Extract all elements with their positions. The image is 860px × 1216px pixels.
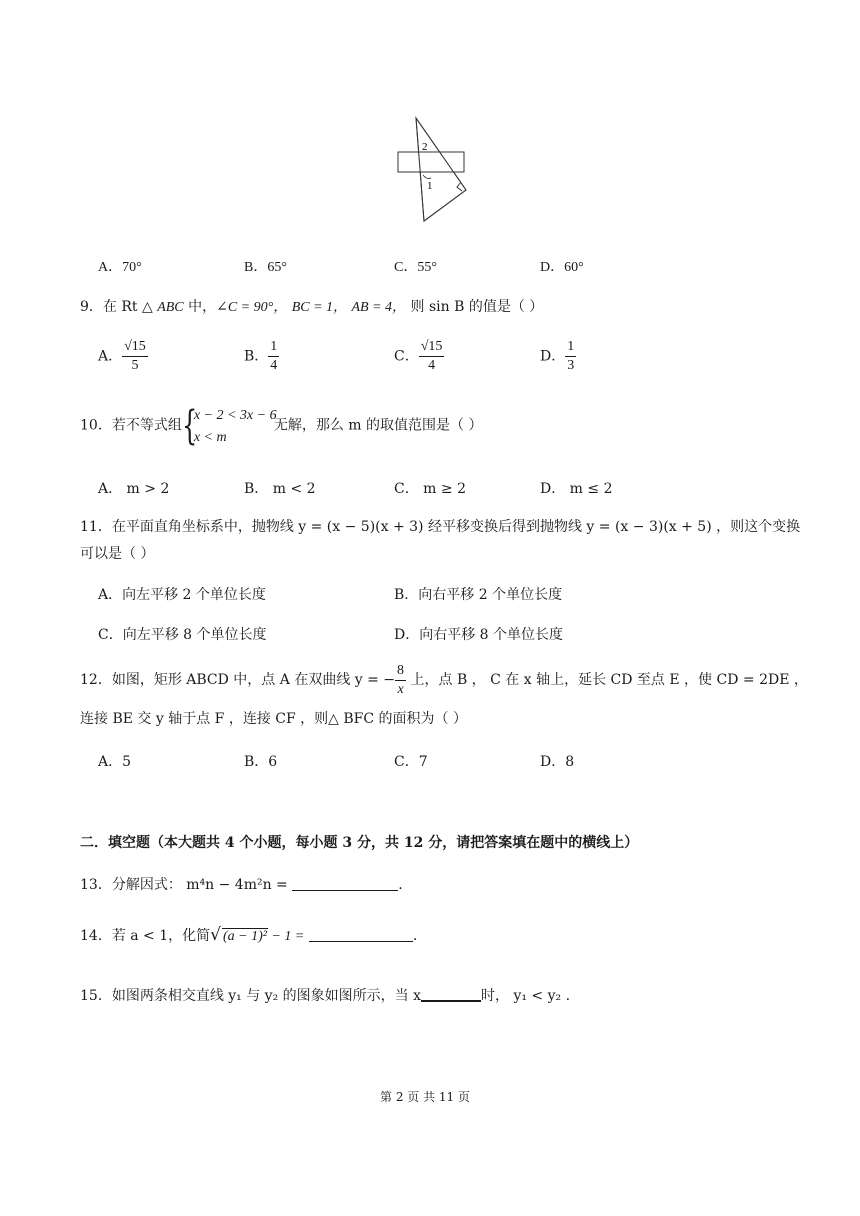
q9-prefix: 9．在 Rt △ [80, 299, 158, 315]
q14-suffix: . [412, 928, 418, 944]
q14-answer-blank[interactable] [309, 927, 413, 942]
section-2-heading: 二．填空题（本大题共 4 个小题，每小题 3 分，共 12 分，请把答案填在题中的横线上） [80, 835, 639, 851]
q13-suffix: . [398, 877, 403, 893]
q9-ab: AB = 4， [351, 300, 407, 315]
q15 [80, 986, 570, 1004]
q8-option-b: B．65° [244, 260, 287, 275]
ruler-strip [398, 152, 464, 172]
q10-prefix: 10．若不等式组 [80, 417, 182, 434]
q9-option-c [394, 340, 444, 373]
q15-answer-blank[interactable] [421, 986, 481, 1002]
q9-ask: 则 sin B 的值是（ ） [410, 299, 544, 315]
q13-answer-blank[interactable] [292, 876, 398, 891]
q9-option-b-num: 1 [268, 340, 279, 357]
q12-frac-num: 8 [395, 664, 406, 681]
q9-option-d [540, 340, 576, 373]
page-footer: 第 2 页 共 11 页 [380, 1090, 470, 1104]
q10-option-b: B． m < 2 [244, 481, 316, 497]
q9-option-d-den: 3 [567, 357, 575, 373]
q10-option-d: D． m ≤ 2 [540, 481, 613, 497]
q12-stem-line1 [80, 664, 808, 697]
q12-frac [395, 664, 406, 697]
q10-line1: x − 2 < 3x − 6 [193, 408, 277, 423]
angle-label-1: 1 [427, 180, 433, 192]
q9-option-c-den: 4 [428, 357, 436, 373]
q14-radical-sign: √ [210, 925, 221, 945]
q9-stem [80, 300, 543, 315]
q14-prefix: 14．若 a < 1，化简 [80, 928, 211, 944]
q11-stem-line2: 可以是（ ） [80, 546, 155, 562]
angle-arc-1 [423, 175, 431, 179]
q12-option-a: A．5 [98, 754, 132, 770]
q12-frac-den: x [397, 681, 404, 697]
angle-label-2: 2 [422, 141, 428, 153]
q9-angle: ∠C = 90°， [216, 300, 288, 315]
q9-option-a-num: √15 [122, 340, 148, 357]
q9-option-c-frac [419, 340, 445, 373]
q9-zhong: 中， [183, 299, 217, 315]
q12-suffix: 上，点 B ， C 在 x 轴上，延长 CD 至点 E ，使 CD = 2DE ， [406, 671, 808, 688]
q9-option-d-num: 1 [565, 340, 576, 357]
q13 [80, 876, 403, 893]
q11-option-d: D．向右平移 8 个单位长度 [394, 627, 564, 643]
q9-option-b-frac [268, 340, 279, 373]
q10-option-a: A． m > 2 [98, 481, 170, 497]
q10-system [181, 403, 277, 449]
q9-option-b [244, 340, 279, 373]
q14-rest: − 1 = [267, 929, 305, 944]
q8-option-a: A．70° [98, 260, 142, 275]
q9-bc: BC = 1， [291, 300, 348, 315]
q9-option-d-letter: D． [540, 348, 566, 365]
q9-abc: ABC [157, 300, 184, 315]
q10-brace: { [181, 403, 198, 449]
q8-option-c: C．55° [394, 260, 437, 275]
q12-stem-line2: 连接 BE 交 y 轴于点 F ，连接 CF ，则△ BFC 的面积为（ ） [80, 711, 467, 727]
q9-option-b-den: 4 [270, 357, 278, 373]
q8-option-d: D．60° [540, 260, 584, 275]
q9-option-c-letter: C． [394, 348, 419, 365]
q12-prefix: 12．如图，矩形 ABCD 中，点 A 在双曲线 y = − [80, 671, 396, 688]
q9-option-a-letter: A． [98, 348, 123, 365]
q11-option-b: B．向右平移 2 个单位长度 [394, 587, 563, 603]
q11-option-a: A．向左平移 2 个单位长度 [98, 587, 266, 603]
q9-option-a [98, 340, 148, 373]
q12-option-d: D．8 [540, 754, 575, 770]
q11-option-c: C．向左平移 8 个单位长度 [98, 627, 267, 643]
q9-option-c-num: √15 [419, 340, 445, 357]
q9-option-d-frac [565, 340, 576, 373]
q11-stem-line1: 11．在平面直角坐标系中，抛物线 y = (x − 5)(x + 3) 经平移变换后得到抛物线 y = (x − 3)(x + 5) ，则这个变换 [80, 519, 801, 535]
q15-mid: 时， y₁ < y₂ . [481, 988, 571, 1004]
triangle-ruler-figure [394, 114, 470, 224]
q12-option-b: B．6 [244, 754, 278, 770]
q10-line2: x < m [193, 430, 227, 445]
q13-prefix: 13．分解因式： m⁴n − 4m²n = [80, 877, 288, 893]
q10-suffix: 无解，那么 m 的取值范围是（ ） [273, 417, 483, 434]
q12-option-c: C．7 [394, 754, 428, 770]
q10-stem [80, 404, 482, 448]
q9-option-b-letter: B． [244, 348, 269, 365]
q15-prefix: 15．如图两条相交直线 y₁ 与 y₂ 的图象如图所示，当 x [80, 988, 422, 1004]
q9-option-a-den: 5 [131, 357, 139, 373]
q14 [80, 926, 417, 945]
q14-radicand: (a − 1)² [223, 929, 267, 944]
q9-option-a-frac [122, 340, 148, 373]
q10-option-c: C． m ≥ 2 [394, 481, 466, 497]
